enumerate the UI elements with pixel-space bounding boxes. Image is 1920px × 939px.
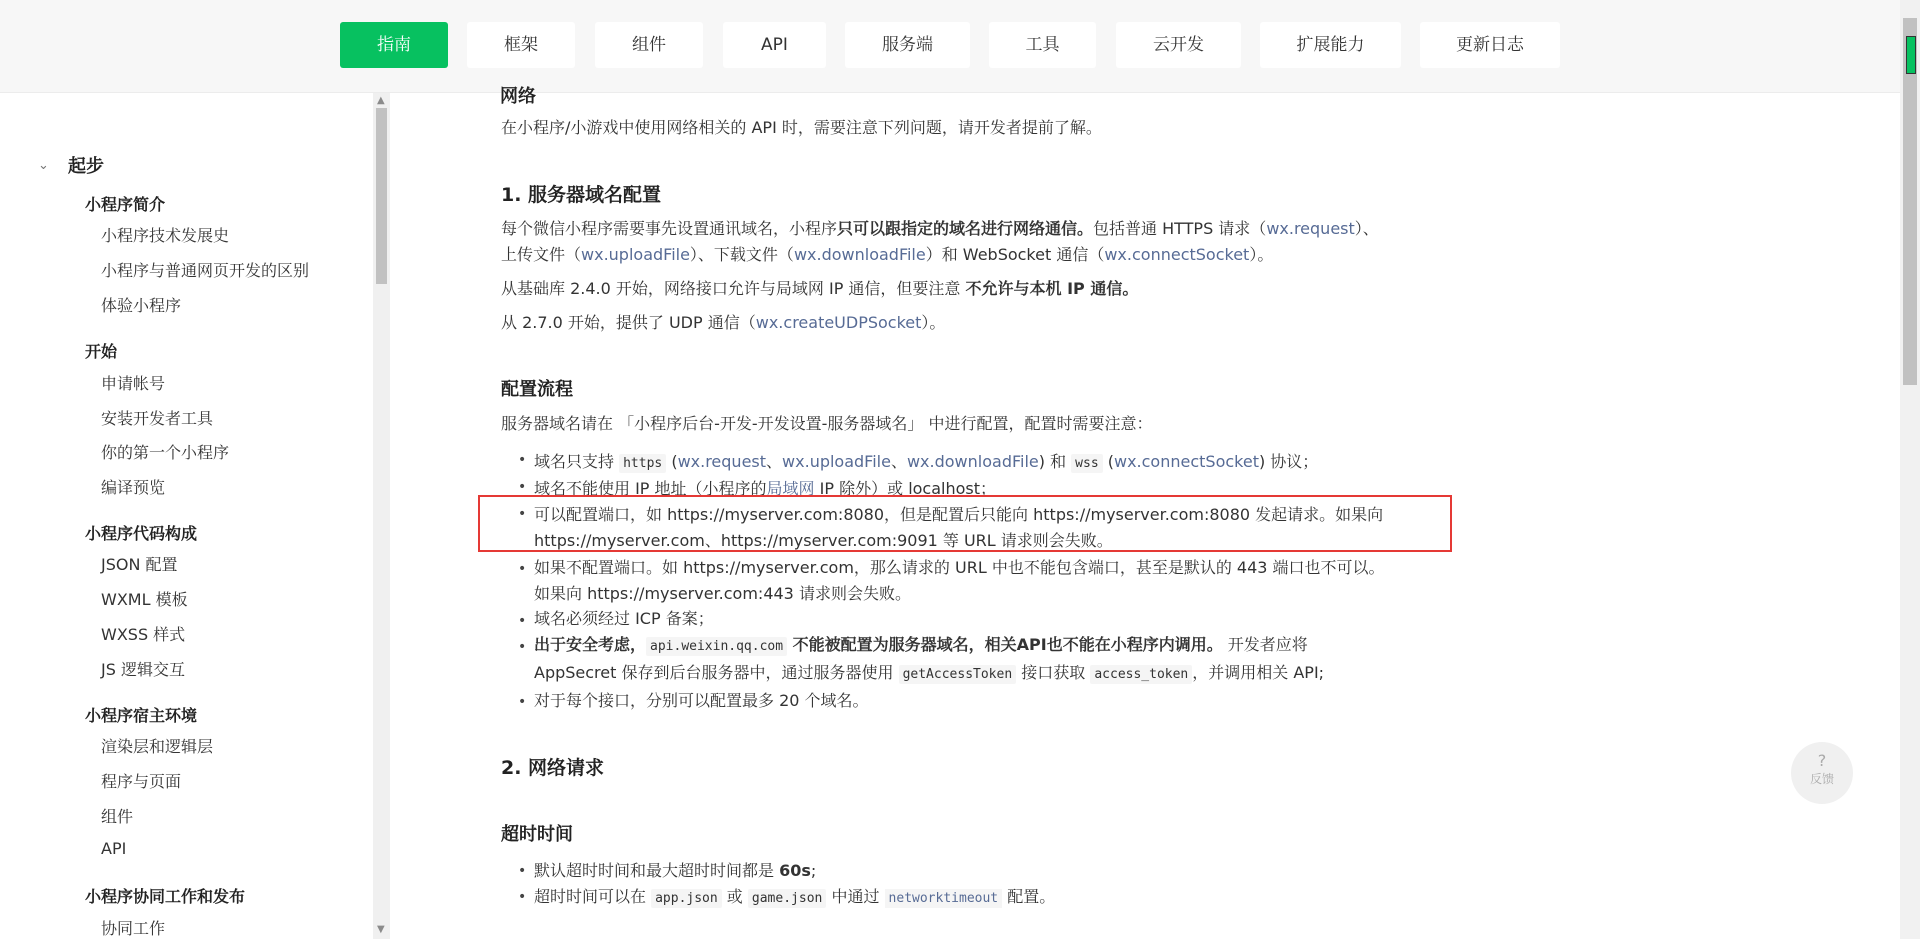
sidebar-item[interactable]: 渲染层和逻辑层 [101, 737, 214, 756]
list-item: 域名必须经过 ICP 备案； [534, 609, 714, 628]
flow-intro: 服务器域名请在 「小程序后台-开发-开发设置-服务器域名」 中进行配置，配置时需要注意： [501, 414, 1153, 433]
list-item-port: 可以配置端口，如 https://myserver.com:8080，但是配置后只能向 https://myserver.com:8080 发起请求。如果向 https://myserver.com、https://myserver.com:9091 等 URL 请求则会失败。 [534, 505, 1384, 550]
bullet: • [518, 561, 527, 577]
wx-downloadfile-link[interactable]: wx.downloadFile [793, 245, 926, 264]
scroll-up-arrow-icon[interactable]: ▲ [377, 95, 385, 106]
intro-text: 在小程序/小游戏中使用网络相关的 API 时，需要注意下列问题，请开发者提前了解。 [501, 118, 1102, 137]
sidebar-item[interactable]: API [101, 839, 127, 858]
bullet: • [518, 452, 527, 468]
chevron-down-icon[interactable]: ⌄ [38, 158, 49, 173]
tab-server[interactable]: 服务端 [845, 22, 970, 68]
domain-para-line2: 上传文件（wx.uploadFile）、下载文件（wx.downloadFile）和 WebSocket 通信（wx.connectSocket）。 [501, 245, 1274, 264]
sidebar-item[interactable]: 程序与页面 [101, 772, 182, 791]
wx-uploadfile-link[interactable]: wx.uploadFile [782, 452, 891, 471]
sidebar-item[interactable]: 小程序与普通网页开发的区别 [101, 261, 310, 280]
bullet: • [518, 889, 527, 905]
sidebar-item[interactable]: 安装开发者工具 [101, 409, 214, 428]
tab-cloud[interactable]: 云开发 [1116, 22, 1241, 68]
sidebar-item[interactable]: WXSS 样式 [101, 625, 186, 644]
networktimeout-link[interactable]: networktimeout [885, 889, 1003, 908]
scroll-down-arrow-icon[interactable]: ▼ [377, 924, 385, 935]
tab-changelog[interactable]: 更新日志 [1420, 22, 1560, 68]
wx-connectsocket-link[interactable]: wx.connectSocket [1113, 452, 1259, 471]
list-item: 域名只支持 https (wx.request、wx.uploadFile、wx.downloadFile) 和 wss (wx.connectSocket) 协议； [534, 452, 1319, 471]
sidebar-item[interactable]: 你的第一个小程序 [101, 443, 230, 462]
bullet: • [518, 639, 527, 655]
sidebar [0, 93, 373, 939]
tab-api[interactable]: API [723, 22, 826, 68]
sidebar-group[interactable]: 小程序简介 [85, 195, 166, 214]
heading-network-request: 2. 网络请求 [501, 757, 605, 779]
sidebar-scrollbar-thumb[interactable] [376, 108, 387, 284]
list-item: 出于安全考虑， api.weixin.qq.com 不能被配置为服务器域名，相关API也不能在小程序内调用。 开发者应将 AppSecret 保存到后台服务器中，通过服务器使用 getAccessToken 接口获取 access_token ，并调用相关 API; [534, 635, 1325, 682]
sidebar-section-title[interactable]: 起步 [68, 156, 104, 177]
sidebar-item[interactable]: 协同工作 [101, 919, 166, 938]
heading-config-flow: 配置流程 [501, 379, 573, 400]
feedback-label: 反馈 [1809, 772, 1834, 786]
udp-note: 从 2.7.0 开始，提供了 UDP 通信（wx.createUDPSocket）。 [501, 313, 946, 332]
question-icon: ? [1817, 751, 1827, 770]
sidebar-group[interactable]: 小程序宿主环境 [85, 706, 198, 725]
bullet: • [518, 506, 527, 522]
list-item: 如果不配置端口。如 https://myserver.com，那么请求的 URL 中也不能包含端口，甚至是默认的 443 端口也不可以。如果向 https://myserver.com:443 请求则会失败。 [534, 558, 1385, 603]
sidebar-group[interactable]: 开始 [85, 342, 118, 361]
wx-createudpsocket-link[interactable]: wx.createUDPSocket [755, 313, 922, 332]
list-item: 默认超时时间和最大超时时间都是 60s; [534, 861, 817, 880]
feedback-button[interactable] [1791, 742, 1853, 804]
section-heading-network: 网络 [500, 86, 536, 107]
sidebar-group[interactable]: 小程序代码构成 [85, 524, 198, 543]
highlight-box [478, 495, 1452, 552]
tab-guide[interactable]: 指南 [340, 22, 448, 68]
wx-request-link[interactable]: wx.request [1266, 219, 1355, 238]
sidebar-item[interactable]: 组件 [101, 807, 134, 826]
wx-connectsocket-link[interactable]: wx.connectSocket [1104, 245, 1250, 264]
sidebar-item[interactable]: 申请帐号 [101, 374, 166, 393]
sidebar-item[interactable]: JSON 配置 [101, 555, 178, 574]
tab-components[interactable]: 组件 [595, 22, 703, 68]
bullet: • [518, 863, 527, 879]
heading-domain-config: 1. 服务器域名配置 [501, 184, 662, 206]
list-item: 域名不能使用 IP 地址（小程序的局域网 IP 除外）或 localhost； [534, 479, 997, 498]
sidebar-item[interactable]: 编译预览 [101, 478, 166, 497]
heading-timeout: 超时时间 [501, 824, 573, 845]
list-item: 超时时间可以在 app.json 或 game.json 中通过 networktimeout 配置。 [534, 887, 1056, 906]
domain-para-line1: 每个微信小程序需要事先设置通讯域名，小程序只可以跟指定的域名进行网络通信。包括普通 HTTPS 请求（wx.request）、 [501, 219, 1379, 238]
tab-tools[interactable]: 工具 [989, 22, 1096, 68]
sidebar-item[interactable]: 体验小程序 [101, 296, 182, 315]
minimap-icon [1906, 36, 1916, 74]
sidebar-item[interactable]: 小程序技术发展史 [101, 226, 230, 245]
sidebar-item[interactable]: JS 逻辑交互 [101, 660, 185, 679]
wx-request-link[interactable]: wx.request [677, 452, 767, 471]
wx-uploadfile-link[interactable]: wx.uploadFile [581, 245, 690, 264]
sidebar-group[interactable]: 小程序协同工作和发布 [85, 887, 246, 906]
bullet: • [518, 694, 527, 710]
lan-note: 从基础库 2.4.0 开始，网络接口允许与局域网 IP 通信，但要注意 不允许与本机 IP 通信。 [501, 279, 1139, 298]
bullet: • [518, 613, 527, 629]
tab-framework[interactable]: 框架 [467, 22, 575, 68]
tab-extensions[interactable]: 扩展能力 [1260, 22, 1401, 68]
wx-downloadfile-link[interactable]: wx.downloadFile [906, 452, 1039, 471]
list-item: 对于每个接口，分别可以配置最多 20 个域名。 [534, 691, 869, 710]
lan-link[interactable]: 局域网 [766, 479, 815, 498]
sidebar-item[interactable]: WXML 模板 [101, 590, 188, 609]
bullet: • [518, 479, 527, 495]
